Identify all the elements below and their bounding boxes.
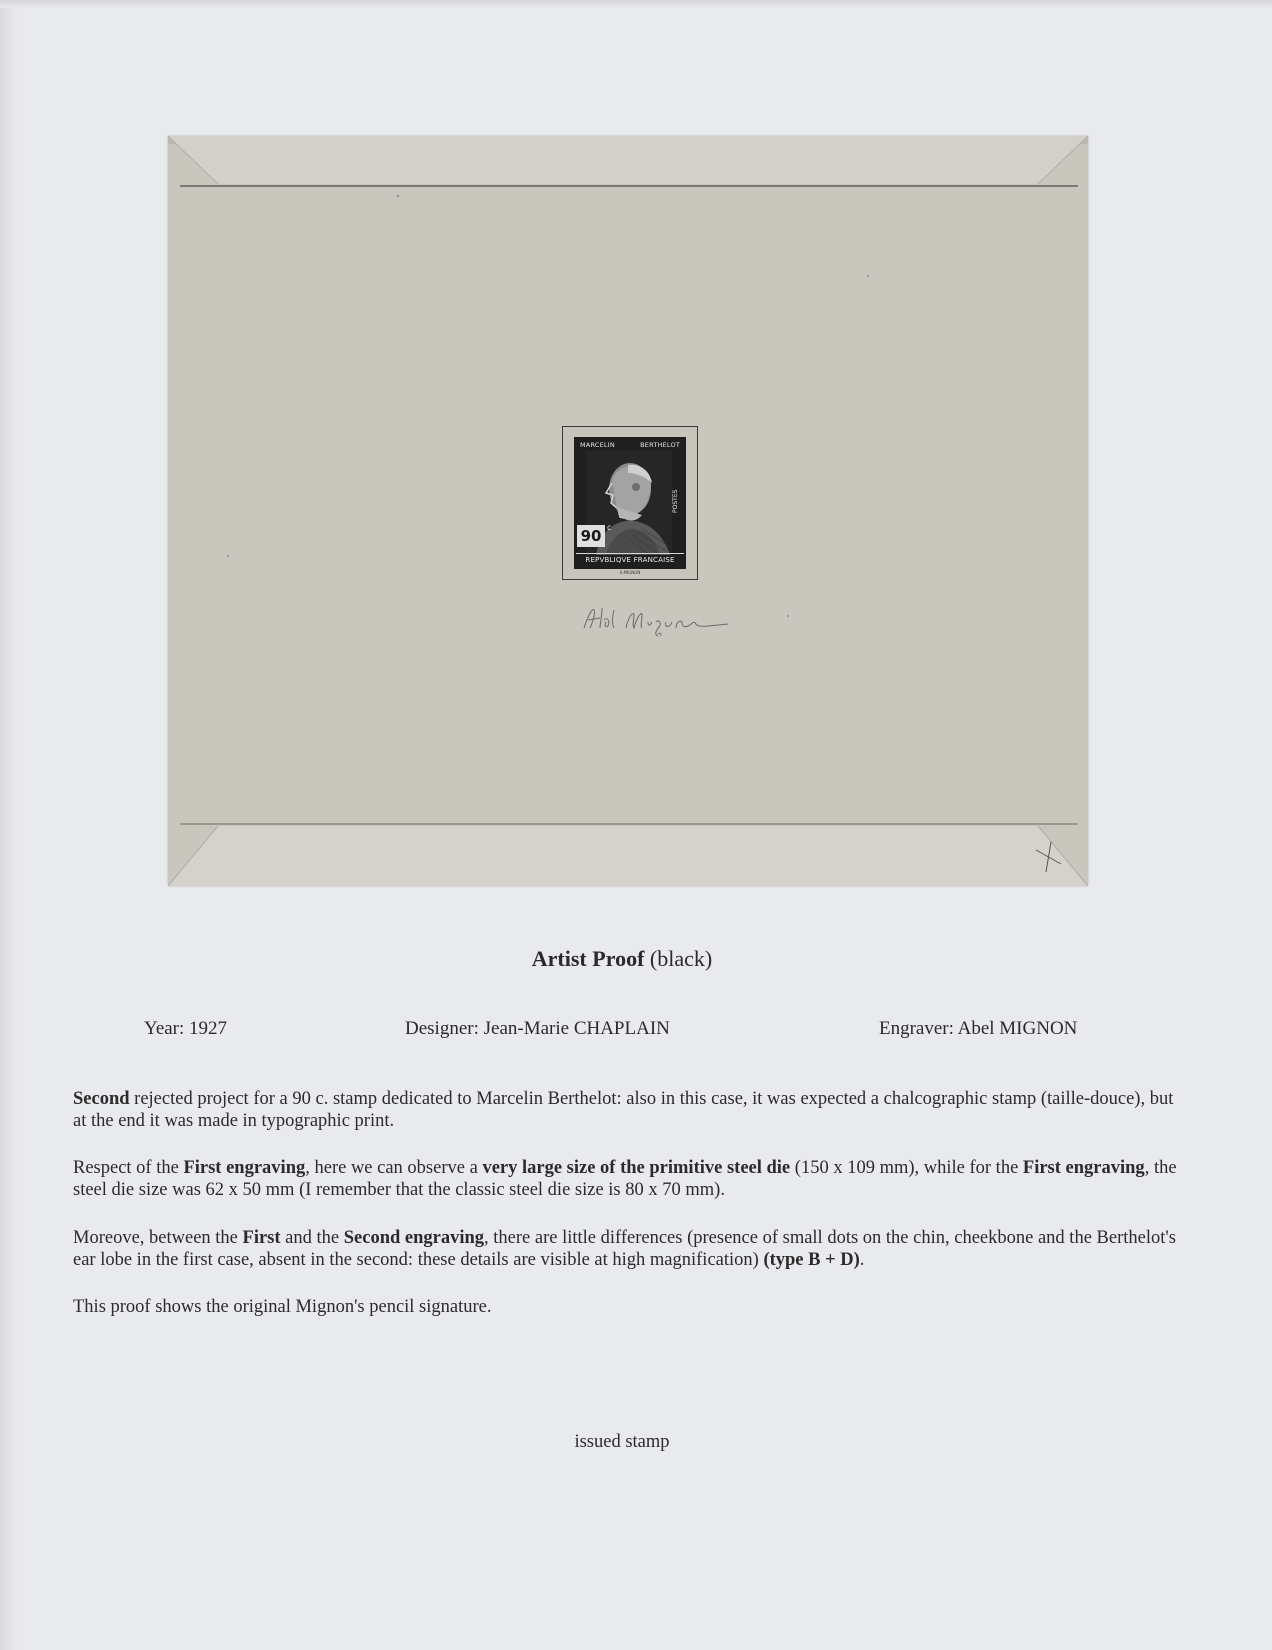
issued-stamp-caption: issued stamp bbox=[574, 1432, 670, 1452]
stamp-value: 90 bbox=[577, 525, 605, 547]
p2-bold-3: First engraving bbox=[1022, 1158, 1145, 1178]
p1-text-1: rejected project for a 90 c. stamp dedicated to Marcelin Berthelot: also in this case, it was expected a chalcographic stamp (taille-douce), but at the end it was made in typographic print. bbox=[73, 1089, 1174, 1131]
p2-text-3: (150 x 109 mm), while for the bbox=[790, 1158, 1023, 1178]
engraver-field: Engraver: Abel MIGNON bbox=[879, 1018, 1078, 1039]
paragraph-second-project bbox=[73, 1088, 1177, 1132]
p3-text-4: . bbox=[859, 1250, 865, 1270]
designer-field: Designer: Jean-Marie CHAPLAIN bbox=[405, 1018, 670, 1039]
stamp-postes-text: POSTES bbox=[672, 489, 679, 513]
stamp-name-right: BERTHELOT bbox=[640, 440, 680, 449]
p2-bold-2: very large size of the primitive steel die bbox=[482, 1158, 791, 1178]
p4-text-1: This proof shows the original Mignon's pencil signature. bbox=[73, 1297, 492, 1317]
p1-bold-1: Second bbox=[73, 1089, 130, 1109]
title-rest: (black) bbox=[644, 946, 713, 971]
stamp-country: REPVBLIQVE FRANCAISE bbox=[576, 553, 684, 566]
paragraph-differences bbox=[73, 1227, 1177, 1271]
year-field: Year: 1927 bbox=[144, 1018, 228, 1039]
page-edge bbox=[0, 0, 18, 1650]
page-title bbox=[0, 946, 1244, 972]
title-bold: Artist Proof bbox=[531, 946, 645, 971]
artist-proof-die-impression bbox=[562, 426, 698, 580]
p2-text-4: , the steel die size was 62 x 50 mm (I remember that the classic steel die size is 80 x 70 mm). bbox=[73, 1158, 1177, 1200]
engraver-mark: A.MIGNON bbox=[619, 570, 641, 575]
p2-text-2: , here we can observe a bbox=[305, 1158, 483, 1178]
p3-bold-3: (type B + D) bbox=[763, 1250, 860, 1270]
p3-bold-2: Second engraving bbox=[343, 1228, 485, 1248]
p3-text-3: , there are little differences (presence of small dots on the chin, cheekbone and the Berthelot's ear lobe in the first case, absent in the second: these details are visible at high magnification) bbox=[73, 1228, 1176, 1270]
p3-text-1: Moreove, between the bbox=[73, 1228, 243, 1248]
paragraph-steel-die bbox=[73, 1157, 1177, 1201]
p2-text-1: Respect of the bbox=[73, 1158, 184, 1178]
proof-sheet bbox=[168, 136, 1088, 886]
p2-bold-1: First engraving bbox=[183, 1158, 306, 1178]
stamp-image bbox=[574, 437, 686, 569]
stamp-name-left: MARCELIN bbox=[580, 440, 615, 449]
top-edge bbox=[0, 0, 1272, 8]
p3-bold-1: First bbox=[242, 1228, 281, 1248]
paragraph-signature bbox=[73, 1296, 1177, 1318]
stamp-unit: c bbox=[607, 523, 612, 532]
stamp-header bbox=[576, 439, 684, 450]
p3-text-2: and the bbox=[280, 1228, 344, 1248]
pencil-signature bbox=[578, 598, 738, 638]
